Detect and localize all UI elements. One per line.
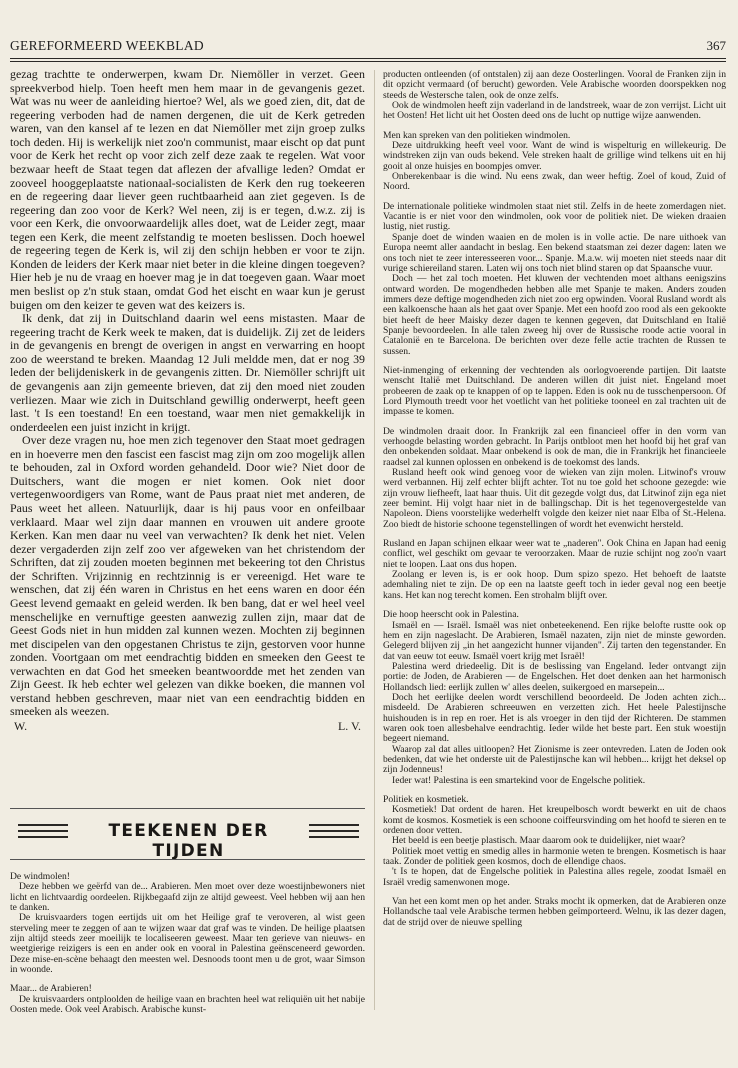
paragraph: Palestina werd driedeelig. Dit is de beslissing van Engeland. Ieder ontvangt zijn portie: de Joden, de Arabieren — de Engelschen. Het doet denken aan het harmonisch Hollandsch lied: eerlijk zullen w' alles deelen, suikergoed en marsepein... [383, 660, 726, 693]
paragraph: De windmolen draait door. In Frankrijk zal een financieel offer in den vorm van verhoogde belasting worden gebracht. In Parijs ontbloot men het hoofd bij het graf van den onbekenden soldaat. Maar onbekend is ook de man, die in Frankrijk het financieele raadsel zal kunnen oplossen en onbekend is de toekomst des lands. [383, 425, 726, 468]
paragraph: Politiek en kosmetiek. [383, 794, 469, 805]
paragraph: Onberekenbaar is die wind. Nu eens zwak, dan weer heftig. Zoel of koud, Zuid of Noord. [383, 171, 726, 193]
banner-bars-left [18, 824, 68, 840]
paragraph: Politiek moet vettig en smedig alles in harmonie weten te brengen. Kosmetisch is haar taak. Zonder de politiek geen kosmos, doch de ellendige chaos. [383, 845, 726, 868]
paragraph: gezag trachtte te onderwerpen, kwam Dr. Niemöller in verzet. Geen spreekverbod hielp. Toen heeft men hem maar in de gevangenis gezet. Wat was nu weer de aanleiding hiertoe? Wel, als we goed zien, dit, dat de regeering verboden had de namen dergenen, die uit de Kerk getreden waren, van den kansel af te lezen en dat Niemöller met zijn groep zulks toch deden. Hij is werkelijk niet zoo'n communist, maar eischt op dat punt voor de Kerk het recht op voor zich zelf deze zaak te regelen. Wat voor bezwaar heeft de Staat tegen dat aflezen der afvallige leden? Omdat er zooveel hooggeplaatste nationaal-socialisten de Kerk den rug toekeeren en de regeering daar liever geen ruchtbaarheid aan ziet gegeven. Is de regeering dan zoo voor de Kerk? Wel neen, zij is er tegen, d.w.z. zij is voor een Kerk, die onvoorwaardelijk alles doet, wat de Leider zegt, maar tegen een Kerk, die meent zelfstandig te moeten beslissen. Doch hoewel de regeering tegen de Kerk is, wil zij den schijn hebben er voor te zijn. Konden de leiders der Kerk maar niet beter in die kleine dingen toegeven? Hier heb je nu de vraag en hoever mag je in dat toegeven gaan. Waar moet men beslist op z'n stuk staan, omdat God het eischt en waar kun je gerust buigen om den keizer te geven wat des keizers is. [10, 67, 365, 312]
left-column-section [10, 872, 365, 1015]
paragraph: Van het een komt men op het ander. Straks mocht ik opmerken, dat de Arabieren onze Hollandsche taal vele Arabische termen hebben geïmporteerd. Welnu, ik las dezer dagen, dat de strijd over de nieuwe spelling [383, 896, 726, 928]
paragraph: Men kan spreken van den politieken windmolen. [383, 129, 571, 141]
paragraph: Deze hebben we geërfd van de... Arabieren. Men moet over deze woestijnbewoners niet licht en lichtvaardig oordeelen. Rijkbegaafd zijn ze altijd geweest. Veel hebben wij aan hen te danken. [10, 881, 365, 914]
page-number: 367 [706, 38, 726, 53]
paragraph: De kruisvaarders ontploolden de heilige vaan en brachten heel wat reliquiën uit het nabije Oosten mede. Ook veel Arabisch. Arabische kunst- [10, 993, 365, 1016]
paragraph: Ik denk, dat zij in Duitschland daarin wel eens mistasten. Maar de regeering tracht de Kerk week te maken, dat is duidelijk. Zij zet de leiders in de gevangenis en brengt de overigen in angst en verwarring en hoopt zoo de weerstand te breken. Maandag 12 Juli meldde men, dat er nog 39 leden der belijdeniskerk in de gevangenis zitten. Dr. Niemöller schrijft uit de gevangenis aan zijn gemeente brieven, dat zij den moed niet zouden verliezen. Maar wie zich in Duitschland gewillig onderwerpt, heeft geen last. 't Is een toestand! En een toestand, waar men niet gemakkelijk in onderdeelen een juist inzicht in krijgt. [10, 311, 365, 434]
paragraph: Doch het eerlijke deelen wordt verschillend beoordeeld. De Joden achten zich... misdeeld. De Arabieren schreeuwen en verzetten zich. Het heele Palestijnsche huishouden is in rep en roer. Het is als vroeger in den tijd der Richteren. De stammen waren ook toen allesbehalve eendrachtig. Ieder wilde het beste part. Een stuk woestijn begeert niemand. [383, 691, 726, 745]
left-column [10, 68, 365, 733]
signature-initial: W. [14, 719, 28, 733]
paragraph: Rusland en Japan schijnen elkaar weer wat te „naderen". Ook China en Japan had eenig conflict, wel geschikt om gevaar te veroorzaken. Maar de ruzie schijnt nog zoo'n vaart niet te loopen. Laat ons dus hopen. [383, 538, 726, 570]
page-header [10, 38, 726, 58]
paragraph: Rusland heeft ook wind genoeg voor de wieken van zijn molen. Litwinof's vrouw werd verbannen. Hij zelf echter blijft achter. Tot nu toe gold het schoone gezegde: wie zijn vrouw liefheeft, laat haar thuis. Uit dit gezegde volgt dus, dat Litwinof zijn ega niet zeer bemint. Hij volgt haar niet in de ballingschap. Dit is het tegenovergestelde van Napoleon. Diens voorstelijke wederhelft volgde den keizer niet naar Elba of St.-Helena. Zoo biedt de historie schoone tegenstellingen of wordt het evenwicht hersteld. [383, 467, 726, 530]
paragraph: Waarop zal dat alles uitloopen? Het Zionisme is zeer ontevreden. Laten de Joden ook bedenken, dat wie het onderste uit de Palestijnsche kan wil hebben... krijgt het deksel op zijn Jodenneus! [383, 743, 726, 776]
right-column [383, 70, 726, 928]
signature-author: L. V. [337, 719, 361, 733]
paragraph: Ieder wat! Palestina is een smartekind voor de Engelsche politiek. [392, 774, 646, 786]
paragraph: 't Is te hopen, dat de Engelsche politiek in Palestina alles regele, zoodat Ismaël en Israël vredig samenwonen moge. [383, 866, 726, 888]
column-divider [374, 70, 375, 1010]
signature [10, 719, 365, 733]
paragraph: Het beeld is een beetje plastisch. Maar daarom ook te duidelijker, niet waar? [392, 835, 686, 847]
paragraph: Kosmetiek! Dat ordent de haren. Het kreupelbosch wordt bewerkt en uit de chaos komt de kosmos. Kosmetiek is een schoone coiffeursvinding om het hoofd te sieren en te ordenen door vetten. [383, 804, 726, 837]
paragraph: Over deze vragen nu, hoe men zich tegenover den Staat moet gedragen en in hoeverre men den fascist een fascist mag zijn om zoo mogelijk allen te behouden, zal in Oxford worden gehandeld. Door wie? Niet door de Duitschers, want die mogen er niet komen. Ook niet door vertegenwoordigers van Rome, want de Paus praat niet met anderen, de Paus weet het alleen. Natuurlijk, daar is hij paus voor en onfeilbaar verklaard. Maar wel zijn daar mannen en vrouwen uit andere groote Kerken. Kan men daar nu veel van verwachten? Ik denk het niet. Velen dezer vergaderden zijn zelf zoo ver afgeweken van het christendom der Schriften, dat zij zouden moeten beginnen met bekeering tot den Christus der Schriften. Vrijzinnig en rechtzinnig is er vereenigd. Het ware te wenschen, dat zij één waren in Christus en het eens waren en door één Geest levend gemaakt en geleid werden. Ik ben bang, dat er wel heel veel menschelijke en vernuftige geesten aanwezig zullen zijn, maar dat de Geest Gods niet in hun midden zal kunnen wezen. Mochten zij beginnen met discipelen van den opgestanen Christus te zijn, gestorven voor hunne zonden. Voortgaan om met eendrachtig bidden en smeeken den Geest te verwachten en dat God het smeeken beantwoordde met het zenden van Zijn Geest. Ik heb echter wel gelezen van dikke boeken, die mannen vol verstand hebben geschreven, maar niet van een eendrachtig bidden en smeeken als weezen. [10, 433, 365, 719]
paragraph: Zoolang er leven is, is er ook hoop. Dum spizo spezo. Het behoeft de laatste ademhaling niet te zijn. De op een na laatste geeft toch in ieder geval nog een beetje kans. Het kan nog terecht komen. Een strohalm blijft over. [383, 569, 726, 601]
header-rule [10, 58, 726, 62]
paragraph: Die hoop heerscht ook in Palestina. [383, 609, 519, 621]
masthead: GEREFORMEERD WEEKBLAD [10, 38, 204, 53]
paragraph: Spanje doet de winden waaien en de molen is in volle actie. De nare uithoek van Europa neemt aller aandacht in beslag. Een bekend staatsman zei dezer dagen: laten we ons toch niet te zeer interesseeren voor... Spanje. M.a.w. wij moeten niet steeds naar dit vurige schiereiland staren. Laten wij ons toch niet blind staren op dat Spaansche vuur. [383, 231, 726, 274]
paragraph: Maar... de Arabieren! [10, 983, 92, 995]
paragraph: De kruisvaarders togen eertijds uit om het Heilige graf te veroveren, al wist geen sterveling meer te zeggen of aan te wijzen waar dat graf was te vinden. De heilige plaatsen zijn altijd steeds zeer moeilijk te localiseeren geweest. Maar ten gerieve van nieuws- en weetgierige reizigers is een en ander ook en vooral in Palestina geënsceneerd geworden. Deze mise-en-scène behaagt den meesten wel. Desnoods toont men u de grot, waar Simson in woonde. [10, 912, 365, 976]
paragraph: producten ontleenden (of ontstalen) zij aan deze Oosterlingen. Vooral de Franken zijn in dit opzicht vermaard (of berucht) geworden. Vele Arabische woorden doorspekken nog steeds de Westersche talen, ook de onze zelfs. [383, 69, 726, 101]
paragraph: Deze uitdrukking heeft veel voor. Want de wind is wispelturig en willekeurig. De windstreken zijn van ouds bekend. Vele streken haalt de grillige wind telkens uit en hij gooit al onze huisjes en boompjes omver. [383, 140, 726, 172]
paragraph: De internationale politieke windmolen staat niet stil. Zelfs in de heete zomerdagen niet. Vacantie is er niet voor den windmolen, ook voor de politiek niet. De wieken draaien lustig, niet rustig. [383, 200, 726, 233]
banner-rule-top [10, 808, 365, 809]
paragraph: Doch — het zal toch moeten. Het kluwen der vechtenden moet althans eenigszins ontward worden. De mogendheden hebben alle met Spanje te maken. Anders zouden immers deze deftige mogendheden zich niet zoo erg opwinden. Vooral Rusland wordt als een kalkoensche haan als het gaat over Spanje. Met een hoofd zoo rood als een gekookte biet heeft de heer Maisky dezer dagen te kennen gegeven, dat Duitschland en Italië Spanje bevoordeelen. In alle talen zweeg hij over de Russische roode actie vooral in Catalonië en te Barcelona. De berichten over deze felle actie trachten de Russen te sussen. [383, 273, 726, 357]
paragraph: Ook de windmolen heeft zijn vaderland in de landstreek, waar de zon verrijst. Licht uit het Oosten! Het licht uit het Oosten deed ons de lucht op nuttige wijze aanwenden. [383, 100, 726, 122]
paragraph: De windmolen! [10, 871, 70, 882]
banner-bars-right [309, 824, 359, 840]
paragraph: Ismaël en — Israël. Ismaël was niet onbeteekenend. Een rijke belofte rustte ook op hem en zijn nageslacht. De Arabieren, Ismaël nazaten, zijn niet de minste geworden. Gelegerd blijven zij „in het aangezicht hunner vijanden". Zij tarten den tegenstander. En dat van eeuw tot eeuw. Ismaël voert krijg met Israël! [383, 619, 726, 662]
banner-rule-bottom [10, 859, 365, 860]
section-banner [10, 808, 365, 860]
section-title: TEEKENEN DER TIJDEN [108, 821, 269, 861]
paragraph: Niet-inmenging of erkenning der vechtenden als oorlogvoerende partijen. Dit laatste wenscht Italië met Duitschland. De anderen willen dit juist niet. Engeland moet probeeren de zaak op te knappen of op te lappen. Eden is ook nu de tusschenpersoon. Of Lord Plymouth treedt voor het voetlicht van het politieke tooneel en zal trachten uit de impasse te komen. [383, 364, 726, 418]
